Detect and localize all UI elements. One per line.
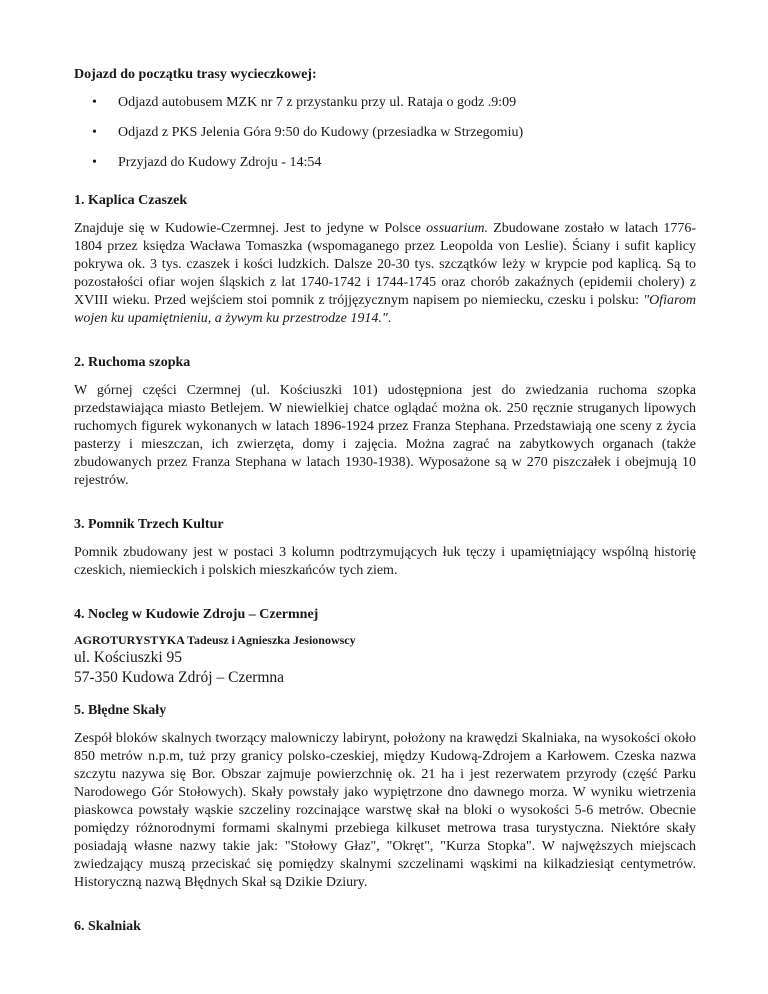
- section-6-heading: 6. Skalniak: [74, 919, 141, 934]
- bullet-icon: •: [92, 95, 97, 110]
- section-1-body: [74, 220, 696, 328]
- list-item-text: Odjazd autobusem MZK nr 7 z przystanku przy ul. Rataja o godz .9:09: [118, 95, 517, 110]
- section-1-term: ossuarium.: [426, 221, 488, 236]
- bullet-icon: •: [92, 125, 97, 140]
- section-5-heading: 5. Błędne Skały: [74, 703, 167, 718]
- section-1-heading: 1. Kaplica Czaszek: [74, 193, 188, 208]
- section-3-heading: 3. Pomnik Trzech Kultur: [74, 517, 224, 532]
- section-3-body: Pomnik zbudowany jest w postaci 3 kolumn podtrzymujących łuk tęczy i upamiętniający wspólną historię czeskich, niemieckich i polskich mieszkańców tych ziem.: [74, 545, 696, 578]
- intro-heading: Dojazd do początku trasy wycieczkowej:: [74, 67, 317, 82]
- travel-list: [74, 94, 696, 172]
- section-1-text-c: .: [387, 311, 392, 326]
- section-1-text-b: Zbudowane zostało w latach 1776-1804 przez księdza Wacława Tomaszka (wspomaganego przez Leopolda von Leslie). Ściany i sufit kaplicy pokrywa ok. 3 tys. czaszek i kości ludzkich. Dalsze 20-30 tys. szczątków leży w krypcie pod kaplicą. Są to pozostałości ofiar wojen śląskich z lat 1740-1742 i 1744-1745 oraz chorób zakaźnych (epidemii cholery) z XVIII wieku. Przed wejściem stoi pomnik z trójjęzycznym napisem po niemiecku, czesku i polsku:: [74, 221, 696, 308]
- list-item-text: Odjazd z PKS Jelenia Góra 9:50 do Kudowy (przesiadka w Strzegomiu): [118, 125, 524, 140]
- list-item: [74, 154, 696, 172]
- section-4-heading: 4. Nocleg w Kudowie Zdroju – Czermnej: [74, 607, 319, 622]
- section-5-body: Zespół bloków skalnych tworzący malowniczy labirynt, położony na krawędzi Skalniaka, na wysokości około 850 metrów n.p.m, tuż przy granicy polsko-czeskiej, między Kudową-Zdrojem a Karłowem. Czeska nazwa szczytu nazywa się Bor. Obszar zajmuje powierzchnię ok. 21 ha i jest rezerwatem przyrody (część Parku Narodowego Gór Stołowych). Skały powstały jako wypiętrzone dno dawnego morza. W wyniku wietrzenia piaskowca powstały wąskie szczeliny rozcinające warstwę skał na bloki o wysokości 5-6 metrów. Obecnie pomiędzy różnorodnymi formami skalnymi przebiega kilkuset metrowa trasa turystyczna. Niektóre skały posiadają własne nazwy takie jak: "Stołowy Głaz", "Okręt", "Kurza Stopka". W najwęższych miejscach zwiedzający muszą przeciskać się pomiędzy skalnymi szczelinami wąskimi na kilkadziesiąt centymetrów. Historyczną nazwą Błędnych Skał są Dzikie Dziury.: [74, 731, 696, 890]
- list-item: [74, 94, 696, 112]
- lodging-name: AGROTURYSTYKA Tadeusz i Agnieszka Jesionowscy: [74, 633, 356, 647]
- section-2-heading: 2. Ruchoma szopka: [74, 355, 191, 370]
- document-content: [74, 66, 696, 936]
- lodging-city: 57-350 Kudowa Zdrój – Czermna: [74, 669, 285, 686]
- lodging-street: ul. Kościuszki 95: [74, 649, 183, 666]
- section-2-body: W górnej części Czermnej (ul. Kościuszki 101) udostępniona jest do zwiedzania ruchoma szopka przedstawiająca miasto Betlejem. W niewielkiej chatce oglądać można ok. 250 ręcznie struganych lipowych ruchomych figurek wykonanych w latach 1896-1924 przez Franza Stephana. Przedstawiają one sceny z życia pasterzy i mieszczan, ich zwierzęta, domy i zajęcia. Można zagrać na zabytkowych organach (także zbudowanych przez Franza Stephana w latach 1930-1938). Wyposażone są w 270 piszczałek i obejmują 10 rejestrów.: [74, 383, 696, 488]
- list-item: [74, 124, 696, 142]
- list-item-text: Przyjazd do Kudowy Zdroju - 14:54: [118, 155, 322, 170]
- section-1-quote: "Ofiarom wojen ku upamiętnieniu, a żywym ku przestrodze 1914.": [74, 293, 696, 326]
- bullet-icon: •: [92, 155, 97, 170]
- section-1-text-a: Znajduje się w Kudowie-Czermnej. Jest to jedyne w Polsce: [74, 221, 427, 236]
